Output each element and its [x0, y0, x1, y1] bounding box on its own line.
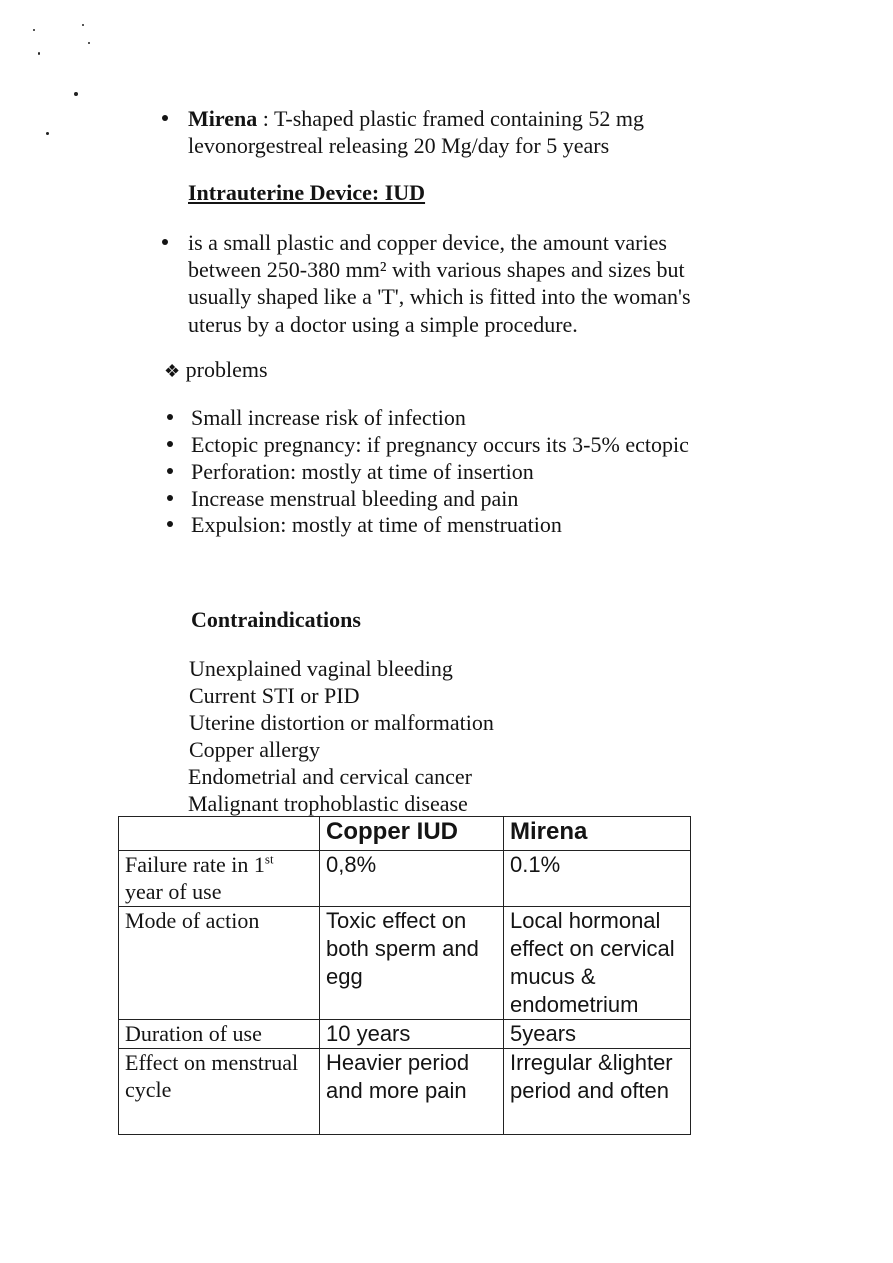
table-header-cell — [119, 817, 320, 851]
contraindication-item: Uterine distortion or malformation — [189, 710, 494, 735]
iud-heading: Intrauterine Device: IUD — [188, 180, 426, 205]
contraindications-heading: Contraindications — [191, 607, 361, 632]
bullet-icon — [162, 239, 168, 245]
mirena-line-1: Mirena : T-shaped plastic framed containing 52 mg — [188, 106, 645, 131]
scan-speck — [38, 52, 40, 55]
table-header-mirena: Mirena — [504, 817, 691, 851]
bullet-icon — [167, 441, 173, 447]
problem-item: Increase menstrual bleeding and pain — [191, 486, 519, 511]
problem-item: Perforation: mostly at time of insertion — [191, 459, 534, 484]
mirena-term: Mirena — [188, 106, 258, 131]
mirena-cell: 5years — [504, 1020, 691, 1049]
contraindication-item: Endometrial and cervical cancer — [188, 764, 473, 789]
mirena-cell: Local hormonal effect on cervical mucus & endometrium — [504, 907, 691, 1020]
table-row — [119, 907, 691, 1020]
iud-desc-line: between 250-380 mm² with various shapes and sizes but — [188, 257, 685, 282]
row-label: Mode of action — [119, 907, 320, 1020]
bullet-icon — [167, 414, 173, 420]
mirena-cell: 0.1% — [504, 851, 691, 907]
scan-speck — [88, 42, 90, 44]
mirena-line-2: levonorgestreal releasing 20 Mg/day for 5 years — [188, 133, 610, 158]
problem-item: Ectopic pregnancy: if pregnancy occurs its 3-5% ectopic — [191, 432, 689, 457]
scan-speck — [74, 92, 78, 96]
bullet-icon — [167, 521, 173, 527]
bullet-icon — [167, 495, 173, 501]
scan-speck — [46, 132, 49, 135]
comparison-table — [118, 816, 691, 1135]
copper-cell: 0,8% — [320, 851, 504, 907]
table-row — [119, 851, 691, 907]
row-label: Effect on menstrual cycle — [119, 1049, 320, 1135]
mirena-cell: Irregular &lighter period and often — [504, 1049, 691, 1135]
iud-desc-line: usually shaped like a 'T', which is fitted into the woman's — [188, 284, 691, 309]
table-row — [119, 1020, 691, 1049]
problem-item: Expulsion: mostly at time of menstruation — [191, 512, 562, 537]
bullet-icon — [162, 115, 168, 121]
row-label: Failure rate in 1st year of use — [119, 851, 320, 907]
row-label: Duration of use — [119, 1020, 320, 1049]
copper-cell: Toxic effect on both sperm and egg — [320, 907, 504, 1020]
scan-speck — [82, 24, 84, 26]
problems-label: ❖ problems — [164, 357, 268, 382]
problem-item: Small increase risk of infection — [191, 405, 466, 430]
table-header-copper: Copper IUD — [320, 817, 504, 851]
iud-desc-line: is a small plastic and copper device, the amount varies — [188, 230, 667, 255]
contraindication-item: Current STI or PID — [189, 683, 360, 708]
copper-cell: 10 years — [320, 1020, 504, 1049]
scan-speck — [33, 29, 35, 31]
diamond-bullet-icon: ❖ — [164, 361, 181, 381]
bullet-icon — [167, 468, 173, 474]
table-row — [119, 1049, 691, 1135]
contraindication-item: Copper allergy — [189, 737, 320, 762]
iud-desc-line: uterus by a doctor using a simple procedure. — [188, 312, 578, 337]
copper-cell: Heavier period and more pain — [320, 1049, 504, 1135]
table-header-row — [119, 817, 691, 851]
contraindication-item: Malignant trophoblastic disease — [188, 791, 468, 816]
contraindication-item: Unexplained vaginal bleeding — [189, 656, 453, 681]
